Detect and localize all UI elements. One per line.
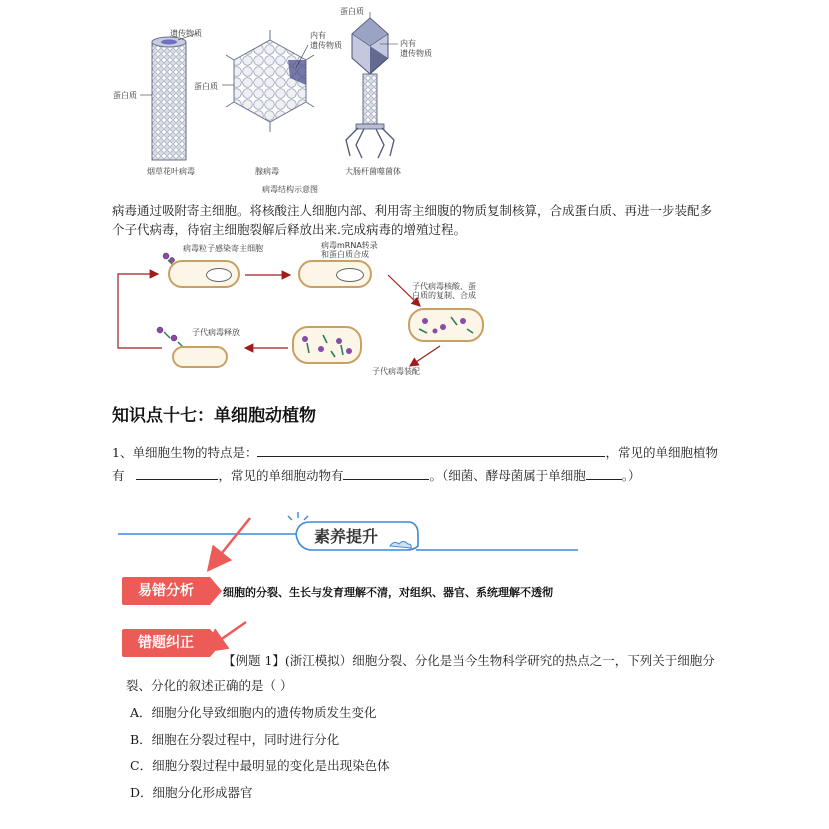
q1-text-2: ，常见的单细胞植物 bbox=[605, 445, 718, 460]
option-c[interactable]: C．细胞分裂过程中最明显的变化是出现染色体 bbox=[130, 758, 390, 773]
example-line-1: 【例题 1】(浙江模拟）细胞分裂、分化是当今生物科学研究的热点之一，下列关于细胞分 bbox=[223, 653, 715, 668]
replication-cycle-figure bbox=[110, 238, 500, 378]
caption-adenovirus: 腺病毒 bbox=[255, 167, 279, 176]
host-cell-4 bbox=[292, 326, 362, 364]
tag-error-correction: 错题纠正 bbox=[122, 629, 210, 657]
example-line-2: 裂、分化的叙述正确的是（ ） bbox=[126, 678, 293, 693]
q1-blank-features bbox=[257, 444, 605, 457]
q1-blank-plants bbox=[136, 467, 218, 480]
question-1-line-1 bbox=[112, 443, 732, 462]
q1-blank-single-cell bbox=[586, 467, 622, 480]
host-cell-2 bbox=[298, 260, 372, 288]
figure-title: 病毒结构示意图 bbox=[262, 185, 318, 194]
section-title: 知识点十七：单细胞动植物 bbox=[112, 406, 316, 426]
q1-text-6: 。） bbox=[621, 468, 641, 483]
label-protein-right: 蛋白质 bbox=[340, 7, 364, 16]
nucleus-1 bbox=[206, 268, 232, 282]
q1-blank-animals bbox=[343, 467, 429, 480]
option-a[interactable]: A．细胞分化导致细胞内的遗传物质发生变化 bbox=[130, 705, 377, 720]
nucleus-2 bbox=[336, 268, 364, 282]
host-cell-5 bbox=[172, 346, 228, 368]
caption-tmv: 烟草花叶病毒 bbox=[147, 167, 195, 176]
q1-text-1: 1、单细胞生物的特点是： bbox=[112, 445, 258, 460]
question-1-line-2 bbox=[112, 466, 732, 485]
banner-title: 素养提升 bbox=[314, 527, 379, 546]
cycle-step-1: 病毒粒子感染寄主细胞 bbox=[183, 244, 263, 253]
assembled-particles bbox=[295, 329, 359, 361]
host-cell-1 bbox=[168, 260, 240, 288]
option-d[interactable]: D．细胞分化形成器官 bbox=[130, 785, 253, 800]
label-inner-genetic-right: 内有 遗传物质 bbox=[400, 39, 432, 58]
virus-paragraph: 病毒通过吸附寄主细胞。将核酸注人细胞内部、利用寄主细腹的物质复制核算，合成蛋白质、再进一步装配多个子代病毒，待宿主细胞裂解后释放出来.完成病毒的增殖过程。 bbox=[112, 203, 713, 237]
label-genetic-material: 遗传物质 bbox=[170, 29, 202, 38]
cycle-step-5: 子代病毒释放 bbox=[192, 328, 240, 337]
q1-text-5: 。（细菌、酵母菌属于单细胞 bbox=[429, 468, 586, 483]
q1-text-3: 有 bbox=[112, 468, 125, 483]
label-protein-middle: 蛋白质 bbox=[194, 82, 218, 91]
q1-text-4: ，常见的单细胞动物有 bbox=[218, 468, 344, 483]
label-protein-left: 蛋白质 bbox=[113, 91, 137, 100]
replicating-particles bbox=[411, 311, 481, 339]
label-inner-genetic-middle: 内有 遗传物质 bbox=[310, 31, 342, 50]
option-b[interactable]: B．细胞在分裂过程中，同时进行分化 bbox=[130, 732, 340, 747]
cycle-step-2: 病毒mRNA转录 和蛋白质合成 bbox=[321, 241, 378, 259]
cycle-step-4: 子代病毒装配 bbox=[372, 367, 420, 376]
caption-phage: 大肠杆菌噬菌体 bbox=[345, 167, 401, 176]
error-analysis-text: 细胞的分裂、生长与发育理解不清，对组织、器官、系统理解不透彻 bbox=[223, 586, 553, 599]
cycle-step-3: 子代病毒核酸、蛋 白质的复制、合成 bbox=[412, 282, 476, 300]
tag-error-analysis: 易错分析 bbox=[122, 577, 210, 605]
host-cell-3 bbox=[408, 308, 484, 342]
